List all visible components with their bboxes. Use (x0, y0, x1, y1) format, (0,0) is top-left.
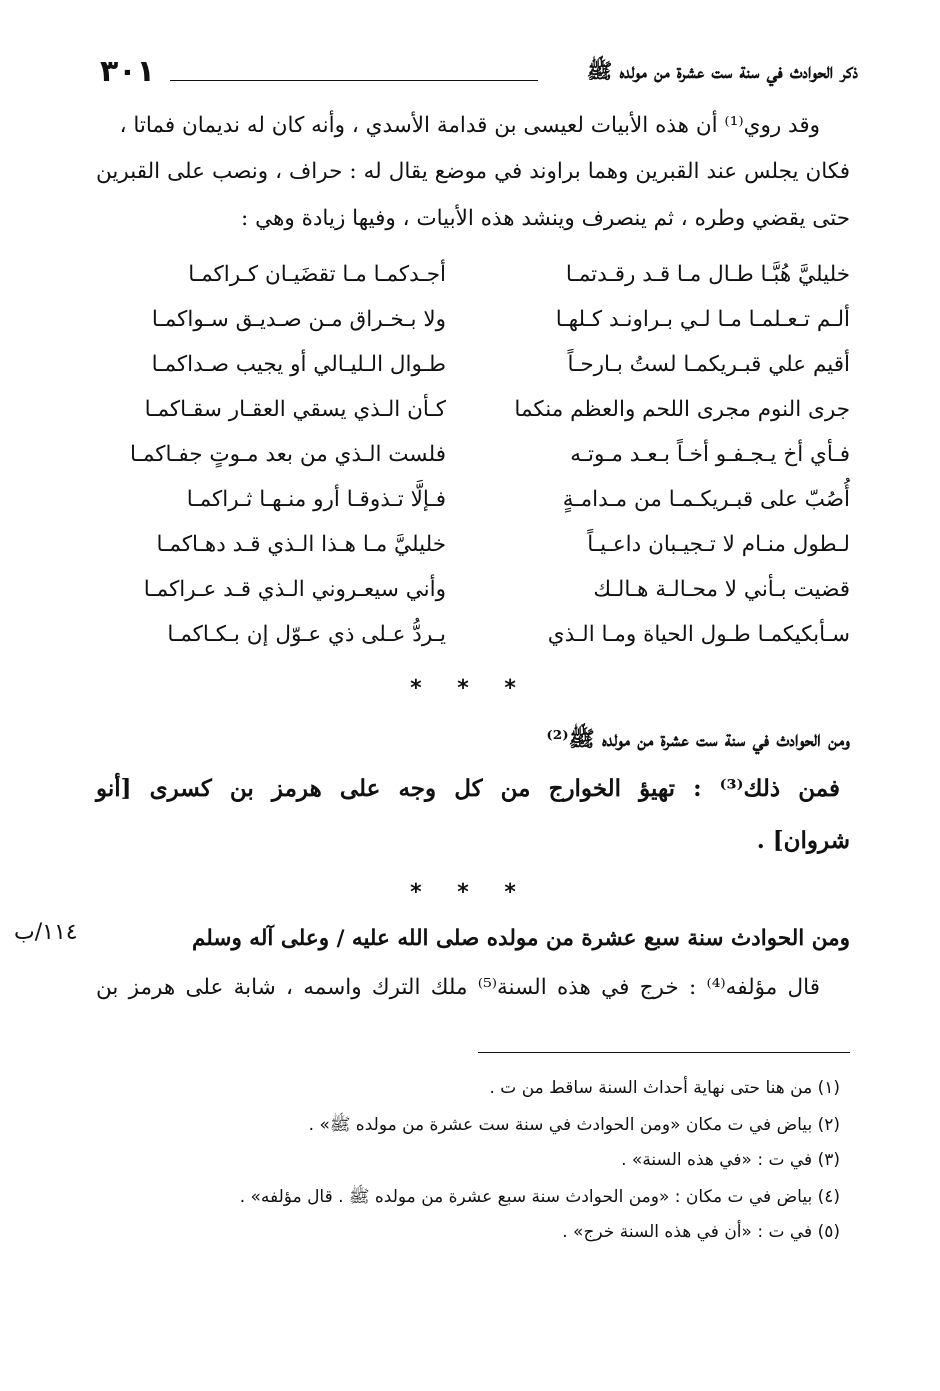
intro-line: فكان يجلس عند القبرين وهما براوند في موضع يقال له : حراف ، ونصب على القبرين (96, 159, 850, 184)
verse-second-hemistich: فلست الـذي من بعد مـوتٍ جفـاكمـا (129, 442, 446, 467)
section-separator: * * * (410, 676, 530, 701)
verse-first-hemistich: قضيت بـأني لا محـالـة هـالـك (593, 577, 850, 602)
poem-verse (96, 352, 850, 392)
verse-second-hemistich: فـإلَّا تـذوقـا أرو منـهـا ثـراكمـا (186, 487, 446, 512)
intro-line: حتى يقضي وطره ، ثم ينصرف وينشد هذه الأبيات ، وفيها زيادة وهي : (241, 206, 850, 231)
manuscript-folio-reference: ١١٤/ب (14, 920, 78, 945)
verse-first-hemistich: فـأي أخ يـجـفـو أخـاً بـعـد مـوتـه (570, 442, 850, 467)
footnote: (٢) بياض في ت مكان «ومن الحوادث في سنة ست عشرة من مولده ﷺ» . (308, 1115, 840, 1135)
body-line: قال مؤلفه⁽⁴⁾ : خرج في هذه السنة⁽⁵⁾ ملك الترك واسمه ، شابة على هرمز بن (96, 975, 820, 1000)
page-header (100, 54, 858, 98)
body-line: شروان] . (756, 827, 850, 854)
verse-second-hemistich: وأني سيعـروني الـذي قـد عـراكمـا (143, 577, 446, 602)
verse-second-hemistich: ولا بـخـراق مـن صـديـق سـواكمـا (151, 307, 446, 332)
intro-line: وقد روي⁽¹⁾ أن هذه الأبيات لعيسى بن قدامة الأسدي ، وأنه كان له نديمان فماتا ، (119, 113, 820, 138)
running-title: ذكر الحوادث في سنة ست عشرة من مولده ﷺ (586, 58, 858, 83)
verse-first-hemistich: ألـم تـعـلمـا مـا لـي بـراونـد كـلهـا (555, 307, 850, 332)
verse-first-hemistich: خليليَّ هُبَّـا طـال مـا قـد رقـدتمـا (565, 262, 850, 287)
footnote-rule (478, 1052, 850, 1053)
poem-verse (96, 397, 850, 437)
footnote: (٣) في ت : «في هذه السنة» . (621, 1150, 840, 1170)
header-rule (170, 80, 538, 81)
section-heading: ومن الحوادث سنة سبع عشرة من مولده صلى الله عليه / وعلى آله وسلم (192, 926, 850, 951)
verse-second-hemistich: طـوال الـليـالي أو يجيب صـداكمـا (151, 352, 446, 377)
page-number: ٣٠١ (100, 54, 155, 89)
verse-second-hemistich: كـأن الـذي يسقي العقـار سقـاكمـا (144, 397, 446, 422)
footnote: (١) من هنا حتى نهاية أحداث السنة ساقط من ت . (489, 1078, 840, 1098)
footnote: (٤) بياض في ت مكان : «ومن الحوادث سنة سبع عشرة من مولده ﷺ . قال مؤلفه» . (239, 1187, 840, 1207)
poem-verse (96, 487, 850, 527)
verse-first-hemistich: أقيم علي قبـريكمـا لستُ بـارحـاً (567, 352, 850, 377)
verse-first-hemistich: أُصُبّ على قبـريكـمـا من مـدامـةٍ (562, 487, 850, 512)
footnote: (٥) في ت : «أن في هذه السنة خرج» . (562, 1222, 840, 1242)
verse-first-hemistich: سـأبكيكمـا طـول الحياة ومـا الـذي (547, 622, 850, 647)
poem-verse (96, 307, 850, 347)
poem-verse (96, 622, 850, 662)
verse-second-hemistich: يـردُّ عـلى ذي عـوّل إن بـكـاكمـا (167, 622, 446, 647)
verse-second-hemistich: خليليَّ مـا هـذا الـذي قـد دهـاكمـا (156, 532, 446, 557)
body-line: فمن ذلك⁽³⁾ : تهيؤ الخوارج من كل وجه على هرمز بن كسرى [أنو (96, 775, 840, 802)
verse-first-hemistich: لـطول منـام لا تـجيـبان داعـيـاً (587, 532, 850, 557)
verse-second-hemistich: أجـدكمـا مـا تقضَيـان كـراكمـا (188, 262, 446, 287)
poem-verse (96, 442, 850, 482)
poem-verse (96, 262, 850, 302)
verse-first-hemistich: جرى النوم مجرى اللحم والعظم منكما (514, 397, 850, 422)
poem-verse (96, 577, 850, 617)
section-separator: * * * (410, 880, 530, 905)
section-heading: ومن الحوادث في سنة ست عشرة من مولده ﷺ⁽²⁾ (546, 727, 850, 752)
poem-verse (96, 532, 850, 572)
